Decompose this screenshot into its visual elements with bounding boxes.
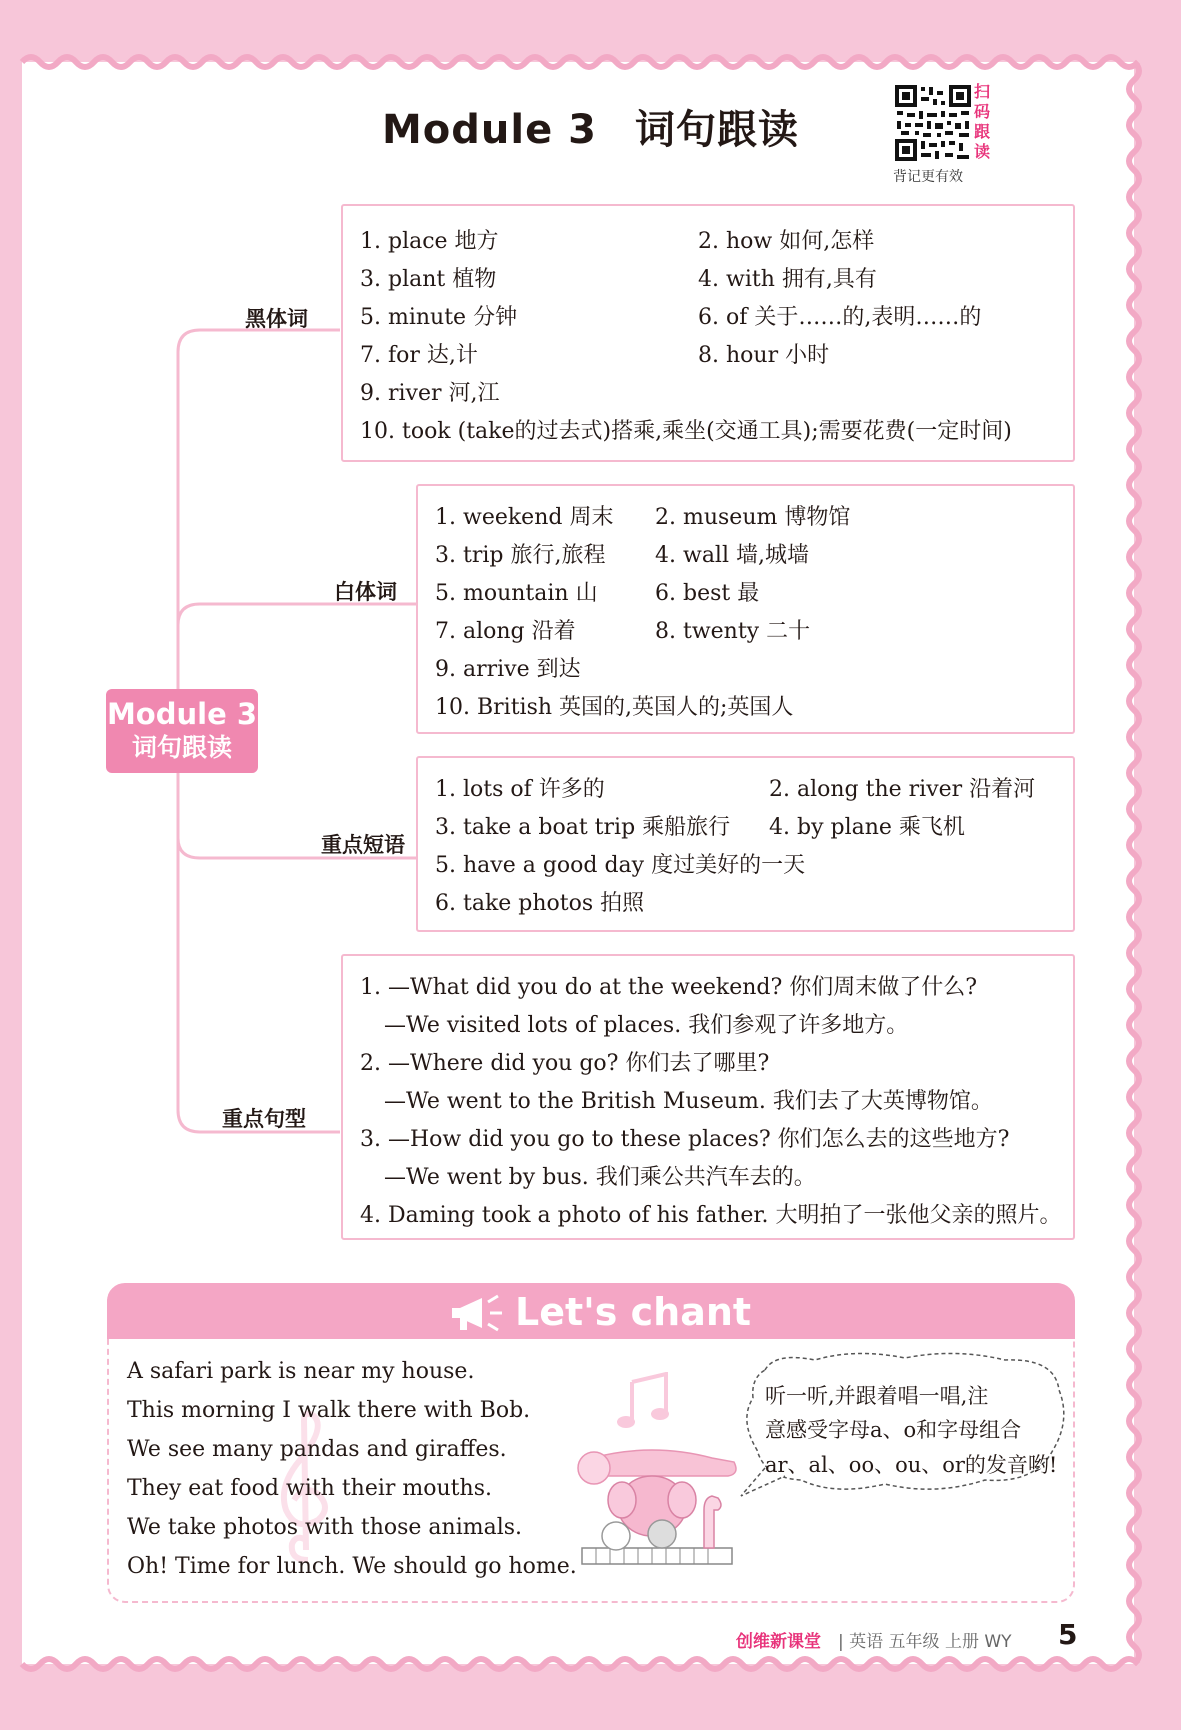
list-item: 5. minute 分钟 bbox=[360, 305, 518, 330]
plain-words-box bbox=[416, 484, 1075, 734]
central-line2: 词句跟读 bbox=[131, 733, 232, 762]
list-item: 2. how 如何,怎样 bbox=[698, 229, 875, 254]
sentence-line: 4. Daming took a photo of his father. 大明拍了一张他父亲的照片。 bbox=[360, 1203, 1062, 1228]
list-item: 1. lots of 许多的 bbox=[435, 777, 605, 802]
central-node bbox=[106, 689, 258, 773]
chant-line: Oh! Time for lunch. We should go home. bbox=[127, 1554, 577, 1579]
sentence-line: 1. —What did you do at the weekend? 你们周末做了什么? bbox=[360, 975, 978, 1000]
list-item: 3. take a boat trip 乘船旅行 bbox=[435, 815, 731, 840]
title-cn: 词句跟读 bbox=[635, 107, 799, 153]
category-bold-words: 黑体词 bbox=[245, 307, 308, 331]
qr-side-label: 扫码跟读 bbox=[974, 82, 991, 161]
bubble-line: ar、al、oo、ou、or的发音哟! bbox=[765, 1453, 1058, 1477]
page-number: 5 bbox=[1058, 1618, 1078, 1651]
chant-line: We take photos with those animals. bbox=[127, 1515, 523, 1540]
sentence-line: —We went by bus. 我们乘公共汽车去的。 bbox=[384, 1165, 816, 1190]
bold-words-box bbox=[341, 204, 1075, 462]
sentence-line: —We went to the British Museum. 我们去了大英博物馆。 bbox=[384, 1089, 993, 1114]
list-item: 6. best 最 bbox=[655, 581, 760, 606]
list-item: 4. with 拥有,具有 bbox=[698, 267, 877, 292]
sentence-line: 3. —How did you go to these places? 你们怎么去的这些地方? bbox=[360, 1127, 1010, 1152]
chant-title: Let's chant bbox=[515, 1290, 752, 1334]
list-item: 1. weekend 周末 bbox=[435, 505, 614, 530]
animals-piano-illustration bbox=[562, 1440, 752, 1580]
chant-line: We see many pandas and giraffes. bbox=[127, 1437, 507, 1462]
list-item: 9. arrive 到达 bbox=[435, 657, 581, 682]
list-item: 4. by plane 乘飞机 bbox=[769, 815, 965, 840]
list-item: 10. British 英国的,英国人的;英国人 bbox=[435, 695, 794, 720]
list-item: 5. have a good day 度过美好的一天 bbox=[435, 853, 806, 878]
footer-brand: 创维新课堂 bbox=[736, 1632, 821, 1652]
sentences-box bbox=[341, 954, 1075, 1240]
list-item: 1. place 地方 bbox=[360, 229, 499, 254]
list-item: 6. of 关于……的,表明……的 bbox=[698, 305, 982, 330]
qr-caption: 背记更有效 bbox=[893, 169, 963, 185]
category-phrases: 重点短语 bbox=[321, 833, 405, 857]
bubble-line: 听一听,并跟着唱一唱,注 bbox=[765, 1384, 989, 1408]
central-line1: Module 3 bbox=[106, 697, 258, 731]
music-note-icon bbox=[616, 1372, 672, 1432]
sentence-line: —We visited lots of places. 我们参观了许多地方。 bbox=[384, 1013, 909, 1038]
bubble-line: 意感受字母a、o和字母组合 bbox=[765, 1418, 1022, 1442]
qr-code-icon[interactable] bbox=[893, 83, 973, 163]
list-item: 5. mountain 山 bbox=[435, 581, 598, 606]
list-item: 6. take photos 拍照 bbox=[435, 891, 645, 916]
list-item: 3. plant 植物 bbox=[360, 267, 497, 292]
chant-line: This morning I walk there with Bob. bbox=[127, 1398, 531, 1423]
chant-line: They eat food with their mouths. bbox=[127, 1476, 492, 1501]
list-item: 8. hour 小时 bbox=[698, 343, 830, 368]
list-item: 4. wall 墙,城墙 bbox=[655, 543, 809, 568]
list-item: 2. museum 博物馆 bbox=[655, 505, 851, 530]
list-item: 10. took (take的过去式)搭乘,乘坐(交通工具);需要花费(一定时间) bbox=[360, 419, 1012, 444]
title-module: Module 3 bbox=[382, 107, 597, 153]
category-sentences: 重点句型 bbox=[222, 1107, 306, 1131]
category-plain-words: 白体词 bbox=[334, 580, 397, 604]
list-item: 2. along the river 沿着河 bbox=[769, 777, 1036, 802]
sentence-line: 2. —Where did you go? 你们去了哪里? bbox=[360, 1051, 770, 1076]
list-item: 7. along 沿着 bbox=[435, 619, 576, 644]
list-item: 3. trip 旅行,旅程 bbox=[435, 543, 606, 568]
phrases-box bbox=[416, 756, 1075, 932]
megaphone-icon bbox=[446, 1292, 506, 1334]
page-title bbox=[0, 98, 1181, 155]
chant-line: A safari park is near my house. bbox=[127, 1359, 475, 1384]
list-item: 7. for 达,计 bbox=[360, 343, 478, 368]
list-item: 8. twenty 二十 bbox=[655, 619, 811, 644]
footer-info: | 英语 五年级 上册 WY bbox=[838, 1632, 1012, 1652]
list-item: 9. river 河,江 bbox=[360, 381, 500, 406]
